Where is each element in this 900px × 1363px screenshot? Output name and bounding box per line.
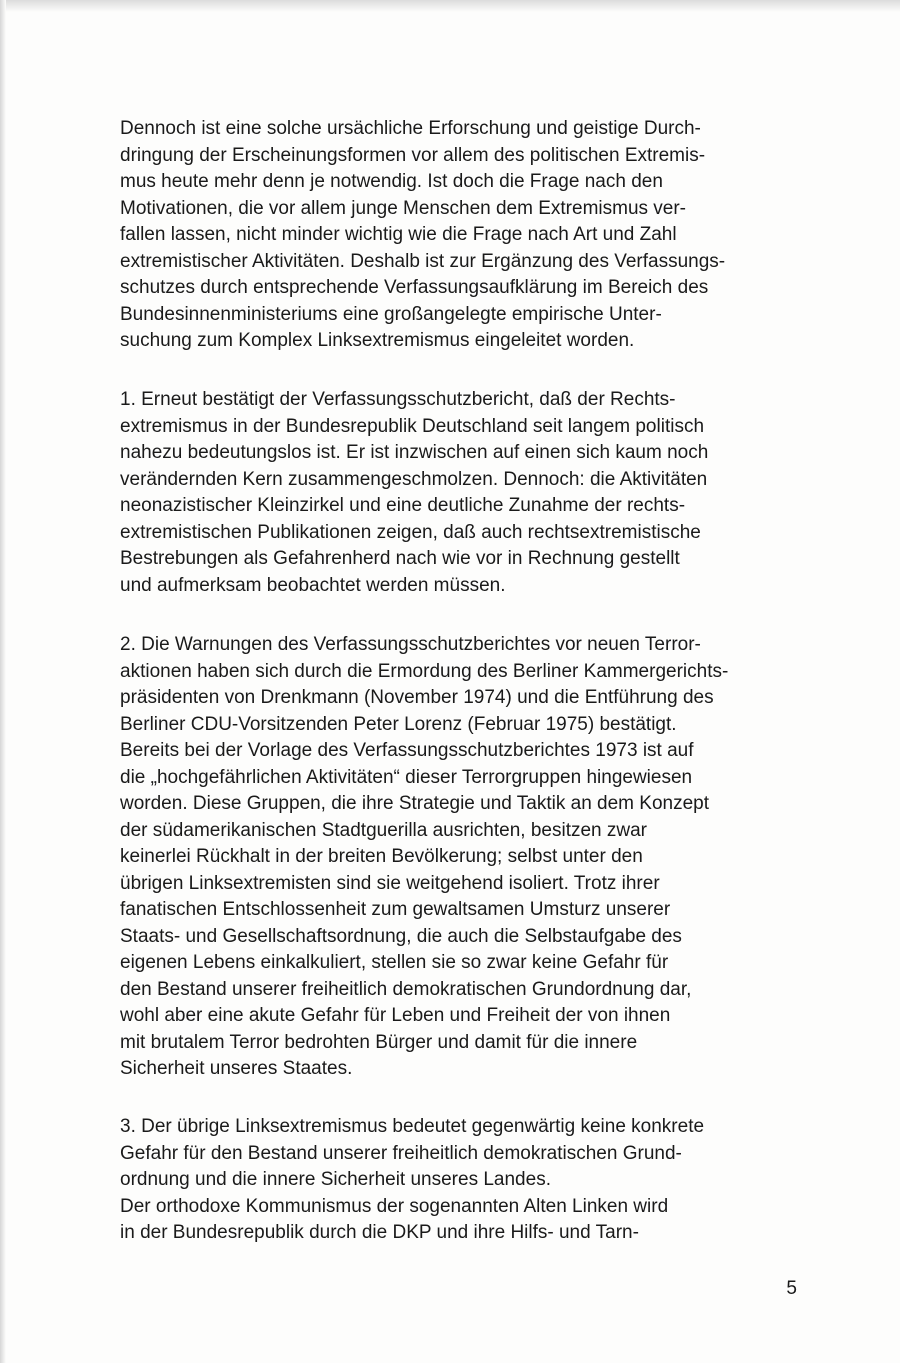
text-line: worden. Diese Gruppen, die ihre Strategie und Taktik an dem Konzept [120, 793, 709, 814]
page-edge-shadow-top [0, 0, 900, 12]
text-line: und aufmerksam beobachtet werden müssen. [120, 574, 506, 596]
text-line: Staats- und Gesellschaftsordnung, die auch die Selbstaufgabe des [120, 925, 682, 947]
text-line: aktionen haben sich durch die Ermordung des Berliner Kammergerichts- [120, 660, 729, 682]
text-line: keinerlei Rückhalt in der breiten Bevölkerung; selbst unter den [120, 846, 643, 867]
text-line: Bereits bei der Vorlage des Verfassungsschutzberichtes 1973 ist auf [120, 740, 694, 761]
paragraph-intro [120, 116, 800, 355]
text-line: Gefahr für den Bestand unserer freiheitlich demokratischen Grund- [120, 1142, 682, 1164]
text-line: 1. Erneut bestätigt der Verfassungsschutzbericht, daß der Rechts- [120, 389, 676, 410]
text-line: die „hochgefährlichen Aktivitäten“ dieser Terrorgruppen hingewiesen [120, 766, 693, 788]
text-line: dringung der Erscheinungsformen vor allem des politischen Extremis- [120, 144, 706, 166]
text-line: Bundesinnenministeriums eine großangelegte empirische Unter- [120, 303, 662, 325]
page-number: 5 [786, 1278, 797, 1299]
text-line: eigenen Lebens einkalkuliert, stellen sie so zwar keine Gefahr für [120, 952, 669, 973]
paragraph-point-1 [120, 387, 800, 599]
text-line: präsidenten von Drenkmann (November 1974) und die Entführung des [120, 687, 714, 708]
text-line: extremistischer Aktivitäten. Deshalb ist zur Ergänzung des Verfassungs- [120, 250, 726, 272]
text-line: 3. Der übrige Linksextremismus bedeutet gegenwärtig keine konkrete [120, 1116, 705, 1137]
text-line: Motivationen, die vor allem junge Menschen dem Extremismus ver- [120, 197, 687, 219]
text-line: den Bestand unserer freiheitlich demokratischen Grundordnung dar, [120, 978, 692, 1000]
paragraph-point-2 [120, 632, 800, 1083]
text-line: extremismus in der Bundesrepublik Deutschland seit langem politisch [120, 415, 705, 437]
text-line: ordnung und die innere Sicherheit unseres Landes. [120, 1169, 551, 1190]
text-line: Berliner CDU-Vorsitzenden Peter Lorenz (Februar 1975) bestätigt. [120, 713, 677, 735]
text-line: der südamerikanischen Stadtguerilla ausrichten, besitzen zwar [120, 819, 647, 841]
text-line: fallen lassen, nicht minder wichtig wie die Frage nach Art und Zahl [120, 224, 677, 245]
text-line: verändernden Kern zusammengeschmolzen. Dennoch: die Aktivitäten [120, 468, 708, 490]
text-line: extremistischen Publikationen zeigen, daß auch rechtsextremistische [120, 521, 701, 543]
text-line: Bestrebungen als Gefahrenherd nach wie vor in Rechnung gestellt [120, 548, 680, 569]
text-line: 2. Die Warnungen des Verfassungsschutzberichtes vor neuen Terror- [120, 634, 701, 655]
paragraph-point-3 [120, 1114, 800, 1247]
text-line: übrigen Linksextremisten sind sie weitgehend isoliert. Trotz ihrer [120, 872, 660, 894]
text-line: fanatischen Entschlossenheit zum gewaltsamen Umsturz unserer [120, 899, 671, 920]
text-line: suchung zum Komplex Linksextremismus eingeleitet worden. [120, 330, 635, 351]
text-line: mus heute mehr denn je notwendig. Ist doch die Frage nach den [120, 171, 663, 192]
page-edge-shadow-left [0, 0, 6, 1363]
text-line: Der orthodoxe Kommunismus der sogenannten Alten Linken wird [120, 1195, 669, 1217]
text-line: nahezu bedeutungslos ist. Er ist inzwischen auf einen sich kaum noch [120, 442, 709, 463]
text-line: in der Bundesrepublik durch die DKP und ihre Hilfs- und Tarn- [120, 1222, 639, 1243]
text-line: Sicherheit unseres Staates. [120, 1058, 353, 1079]
text-line: schutzes durch entsprechende Verfassungsaufklärung im Bereich des [120, 277, 709, 298]
text-line: wohl aber eine akute Gefahr für Leben und Freiheit der von ihnen [120, 1005, 671, 1026]
text-line: neonazistischer Kleinzirkel und eine deutliche Zunahme der rechts- [120, 495, 686, 516]
text-line: mit brutalem Terror bedrohten Bürger und damit für die innere [120, 1031, 638, 1053]
text-line: Dennoch ist eine solche ursächliche Erforschung und geistige Durch- [120, 118, 701, 139]
